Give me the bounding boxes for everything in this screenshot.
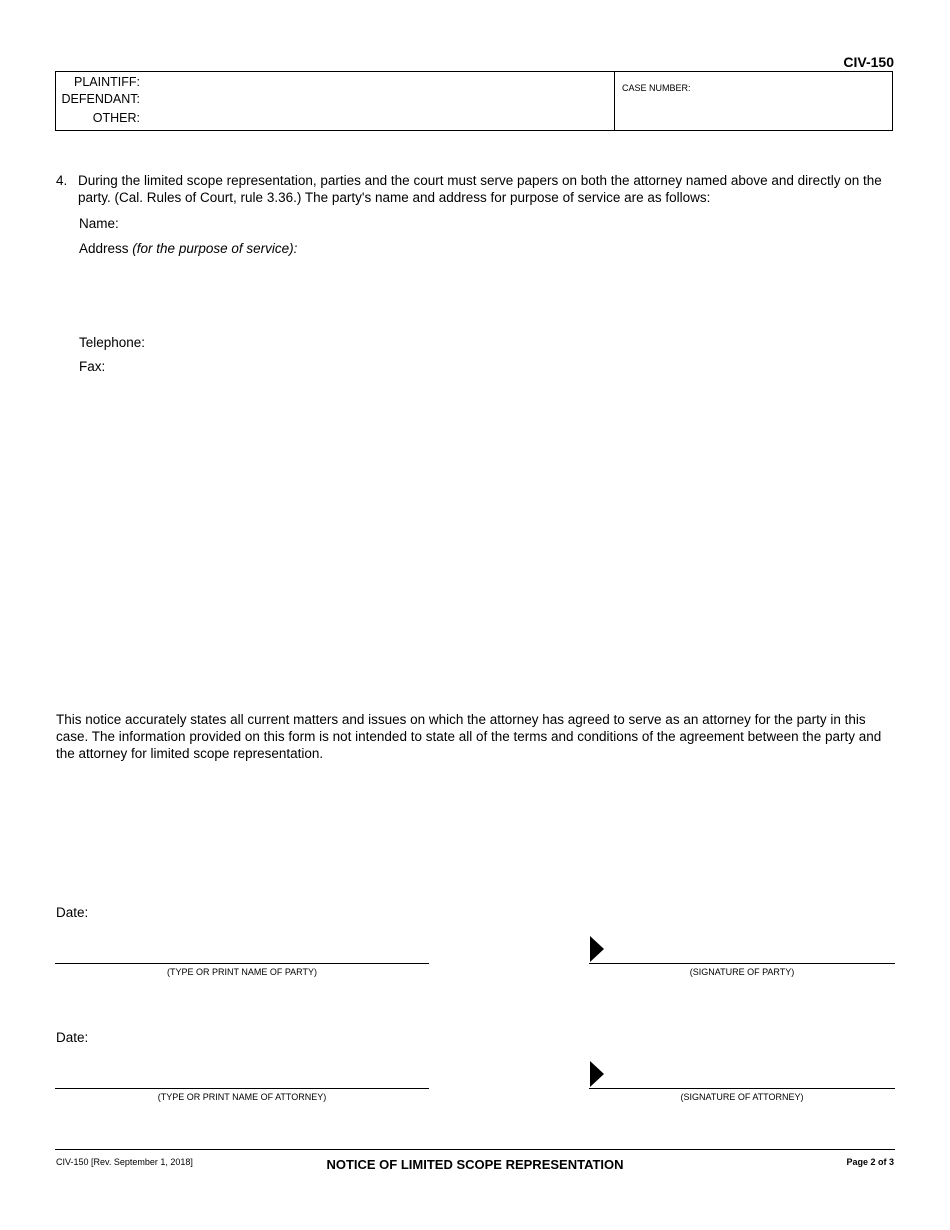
notice-statement: This notice accurately states all current matters and issues on which the attorney has agreed to serve as an attorney for the party in this case. The information provided on this form is not intended to state all of the terms and conditions of the agreement between the party and the attorney for limited scope representation. [56, 712, 882, 761]
attorney-signature-caption: (SIGNATURE OF ATTORNEY) [680, 1092, 804, 1102]
attorney-name-caption: (TYPE OR PRINT NAME OF ATTORNEY) [157, 1092, 327, 1102]
case-number-label: CASE NUMBER: [622, 83, 691, 93]
name-label: Name: [79, 216, 119, 231]
defendant-label: DEFENDANT: [61, 92, 140, 106]
footer-title: NOTICE OF LIMITED SCOPE REPRESENTATION [326, 1157, 624, 1172]
fax-label: Fax: [79, 359, 106, 374]
party-name-line[interactable] [55, 963, 429, 964]
item-4-text: During the limited scope representation, parties and the court must serve papers on both the attorney named above and directly on the party. (Cal. Rules of Court, rule 3.36.) The party's name and address for purpose of service are as follows: [78, 173, 882, 205]
form-id: CIV-150 [843, 54, 894, 70]
party-date-label: Date: [56, 905, 89, 920]
party-name-caption: (TYPE OR PRINT NAME OF PARTY) [166, 967, 318, 977]
footer-revision: CIV-150 [Rev. September 1, 2018] [56, 1157, 193, 1167]
attorney-date-label: Date: [56, 1030, 89, 1045]
attorney-signature-line[interactable] [589, 1088, 895, 1089]
party-signature-caption: (SIGNATURE OF PARTY) [689, 967, 795, 977]
caption-divider [614, 72, 615, 130]
item-4 [56, 172, 896, 206]
item-4-number: 4. [56, 173, 68, 188]
footer-page-number: Page 2 of 3 [846, 1157, 894, 1167]
address-note: (for the purpose of service): [132, 241, 298, 256]
attorney-name-line[interactable] [55, 1088, 429, 1089]
address-field [79, 241, 297, 256]
telephone-label: Telephone: [79, 335, 146, 350]
party-signature-line[interactable] [589, 963, 895, 964]
plaintiff-label: PLAINTIFF: [74, 75, 140, 89]
attorney-signature-arrow-icon [590, 1061, 604, 1087]
other-label: OTHER: [92, 111, 140, 125]
case-caption-box [55, 71, 893, 131]
footer-rule [55, 1149, 895, 1150]
address-label: Address [79, 241, 129, 256]
party-signature-arrow-icon [590, 936, 604, 962]
